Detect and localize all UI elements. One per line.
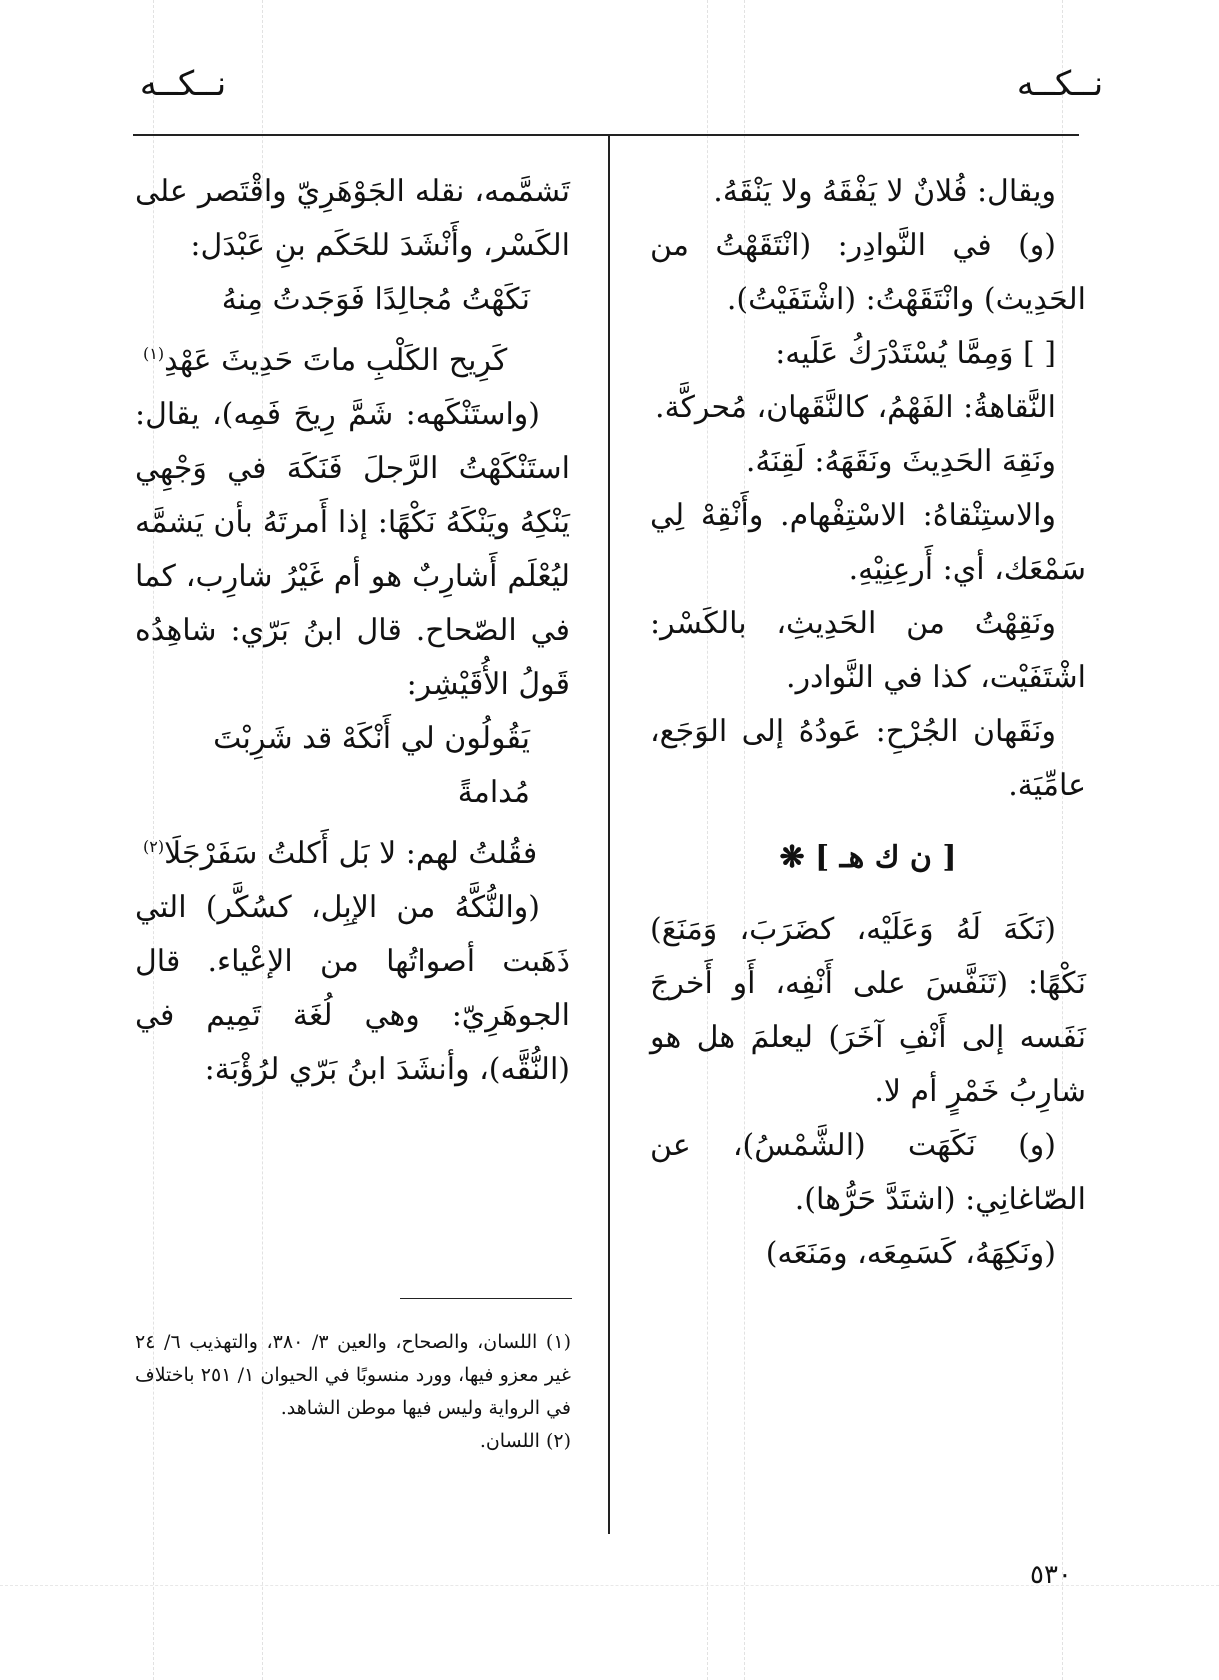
paragraph: (ونَكِهَهُ، كَسَمِعَه، ومَنَعَه) [765,1236,1056,1271]
verse-hemistich: نَكَهْتُ مُجالِدًا فَوَجَدتُ مِنهُ [221,282,530,317]
footnote: (١) اللسان، والصحاح، والعين ٣/ ٣٨٠، والتهذيب ٦/ ٢٤ غير معزو فيها، وورد منسوبًا في الحيوان ١/ ٢٥١ باختلاف في الرواية وليس فيها موطن الشاهد. [135,1331,571,1419]
entry-heading: [ ن ك هـ ] ❋ [779,840,957,875]
paragraph: ويقال: فُلانٌ لا يَفْقَهُ ولا يَنْقَهُ. [713,174,1056,209]
paragraph: (نَكَهَ لَهُ وَعَلَيْه، كضَرَبَ، وَمَنَعَ) نَكْهًا: (تَنَفَّسَ على أَنْفِه، أَو أَخرجَ نَفَسه إلى أَنْفِ آخَرَ) ليعلمَ هل هو شارِبُ خَمْرٍ أم لا. [650,912,1086,1109]
running-header-left: نــكــه [139,64,227,104]
header-rule [133,134,1079,136]
footnote-separator [400,1298,572,1299]
paragraph: ونَقِهَ الحَدِيثَ ونَقَهَهُ: لَقِنَهُ. [745,444,1056,479]
running-header-right: نــكــه [1016,64,1104,104]
paragraph: ونَقَهان الجُرْحِ: عَودُهُ إلى الوَجَع، عامِّيَة. [650,714,1086,803]
footnote-ref: (٢) [143,837,165,856]
paragraph: (واستَنْكَهه: شَمَّ رِيحَ فَمِه)، يقال: استَنْكَهْتُ الرَّجلَ فَنَكَهَ في وَجْهِي يَنْكِهُ ويَنْكَهُ نَكْهًا: إذا أَمرتَهُ بأن يَشمَّه ليُعْلَم أَشارِبٌ هو أم غَيْرُ شارِب، كما في الصّحاح. قال ابنُ بَرّي: شاهِدُه قَولُ الأُقَيْشِر: [135,397,570,702]
paragraph: تَشمَّمه، نقله الجَوْهَرِيّ واقْتَصر على الكَسْر، وأَنْشَدَ للحَكَم بنِ عَبْدَل: [135,174,570,263]
footnotes [135,1326,571,1458]
footnote-ref: (١) [143,344,165,363]
paragraph: والاستِنْقاهُ: الاسْتِفْهام. وأَنْقِهْ لِي سَمْعَك، أي: أَرعِنِيْهِ. [650,498,1086,587]
verse-hemistich: يَقُولُون لي أَنْكَهْ قد شَرِبْتَ مُدامةً [213,721,530,810]
paragraph: (والنُّكَّهُ من الإبِل، كسُكَّر) التي ذَهَبت أصواتُها من الإعْياء. قال الجوهَرِيّ: وهي لُغَة تَمِيم في (النُّقَّه)، وأنشَدَ ابنُ بَرّي لرُؤْبَة: [135,890,570,1087]
verse-text: كَرِيح الكَلْبِ ماتَ حَدِيثَ عَهْدِ [164,343,508,378]
paragraph: النَّقاهةُ: الفَهْمُ، كالنَّقَهان، مُحركَّة. [655,390,1056,425]
paragraph: [ ] وَمِمَّا يُسْتَدْرَكُ عَلَيه: [775,336,1056,371]
verse-hemistich [135,327,570,388]
paragraph: (و) في النَّوادِر: (انْتَقَهْتُ من الحَدِيث) وانْتَقَهْتُ: (اشْتَفَيْتُ). [650,228,1086,317]
paragraph: (و) نَكَهَت (الشَّمْسُ)، عن الصّاغانِي: (اشتَدَّ حَرُّها). [650,1128,1086,1217]
footnote: (٢) اللسان. [479,1430,571,1452]
verse-text: فقُلتُ لهم: لا بَل أَكلتُ سَفَرْجَلَا [164,836,538,871]
paragraph: ونَقِهْتُ من الحَدِيثِ، بالكَسْر: اشْتَفَيْت، كذا في النَّوادر. [650,606,1086,695]
right-column [650,165,1086,1281]
left-column [135,165,570,1097]
page-number: ٥٣٠ [1030,1560,1072,1590]
column-divider [608,134,610,1534]
verse-hemistich [135,820,570,881]
